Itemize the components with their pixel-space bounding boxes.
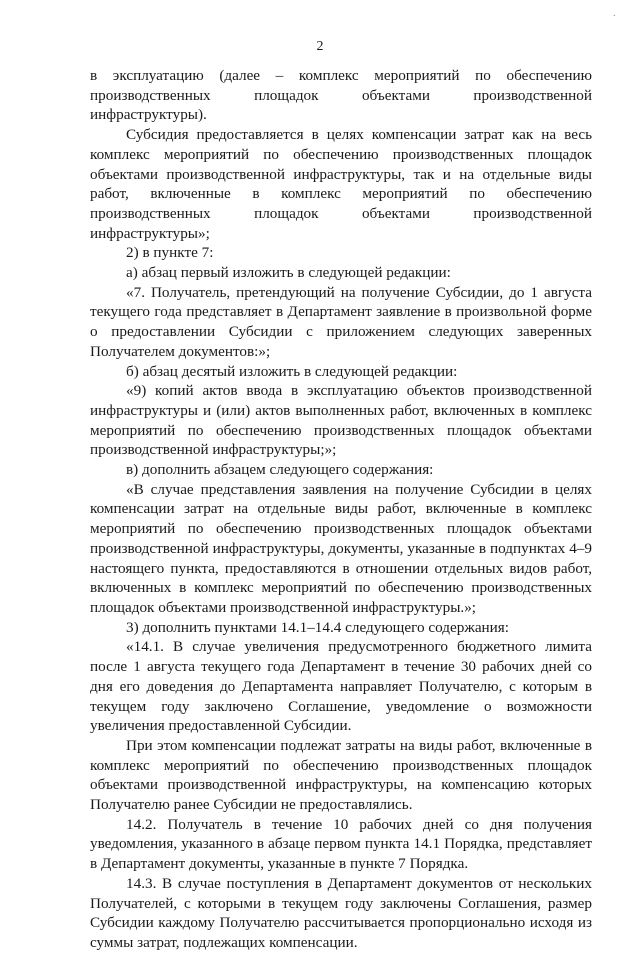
paragraph: При этом компенсации подлежат затраты на виды работ, включенные в комплекс мероприятий по обеспечению производственных площадок объектами производственной инфраструктуры, на компенсацию которых Получателю ранее Субсидии не предоставлялись. (90, 736, 592, 814)
paragraph: Субсидия предоставляется в целях компенсации затрат как на весь комплекс мероприятий по обеспечению производственных площадок объектами производственной инфраструктуры, так и на отдельные виды работ, включенные в комплекс мероприятий по обеспечению производственных площадок объектами производственной инфраструктуры»; (90, 126, 592, 242)
paragraph: а) абзац первый изложить в следующей редакции: (126, 264, 451, 282)
paragraph: «7. Получатель, претендующий на получение Субсидии, до 1 августа текущего года представляет в Департамент заявление в произвольной форме о предоставлении Субсидии с приложением следующих заверенных Получателем документов:»; (90, 283, 592, 360)
paragraph: 14.2. Получатель в течение 10 рабочих дней со дня получения уведомления, указанного в абзаце первом пункта 14.1 Порядка, представляет в Департамент документы, указанные в пункте 7 Порядка. (90, 815, 592, 873)
paragraph: 3) дополнить пунктами 14.1–14.4 следующего содержания: (126, 618, 510, 636)
paragraph: в эксплуатацию (далее – комплекс мероприятий по обеспечению производственных площадок объектами производственной инфраструктуры). (90, 67, 592, 124)
paragraph: «14.1. В случае увеличения предусмотренного бюджетного лимита после 1 августа текущего года Департамент в течение 30 рабочих дней со дня его доведения до Департамента направляет Получателю, с которым в текущем году заключено Соглашение, уведомление о возможности увеличения предоставленной Субсидии. (90, 638, 592, 735)
document-body (90, 66, 592, 953)
paragraph: «9) копий актов ввода в эксплуатацию объектов производственной инфраструктуры и (или) актов выполненных работ, включенных в комплекс мероприятий по обеспечению производственных площадок объектами производственной инфраструктуры;»; (90, 382, 592, 459)
paragraph: в) дополнить абзацем следующего содержания: (126, 461, 434, 479)
page-number: 2 (316, 39, 324, 54)
corner-mark: · (612, 11, 616, 22)
paragraph: 14.3. В случае поступления в Департамент документов от нескольких Получателей, с которыми в текущем году заключены Соглашения, размер Субсидии каждому Получателю рассчитывается пропорционально исходя из суммы затрат, подлежащих компенсации. (90, 874, 592, 951)
paragraph: б) абзац десятый изложить в следующей редакции: (126, 362, 458, 380)
paragraph: «В случае представления заявления на получение Субсидии в целях компенсации затрат на отдельные виды работ, включенные в комплекс мероприятий по обеспечению производственных площадок объектами производственной инфраструктуры, документы, указанные в подпунктах 4–9 настоящего пункта, предоставляются в отношении отдельных видов работ, включенных в комплекс мероприятий по обеспечению производственных площадок объектами производственной инфраструктуры.»; (90, 480, 592, 616)
paragraph: 2) в пункте 7: (126, 244, 214, 262)
